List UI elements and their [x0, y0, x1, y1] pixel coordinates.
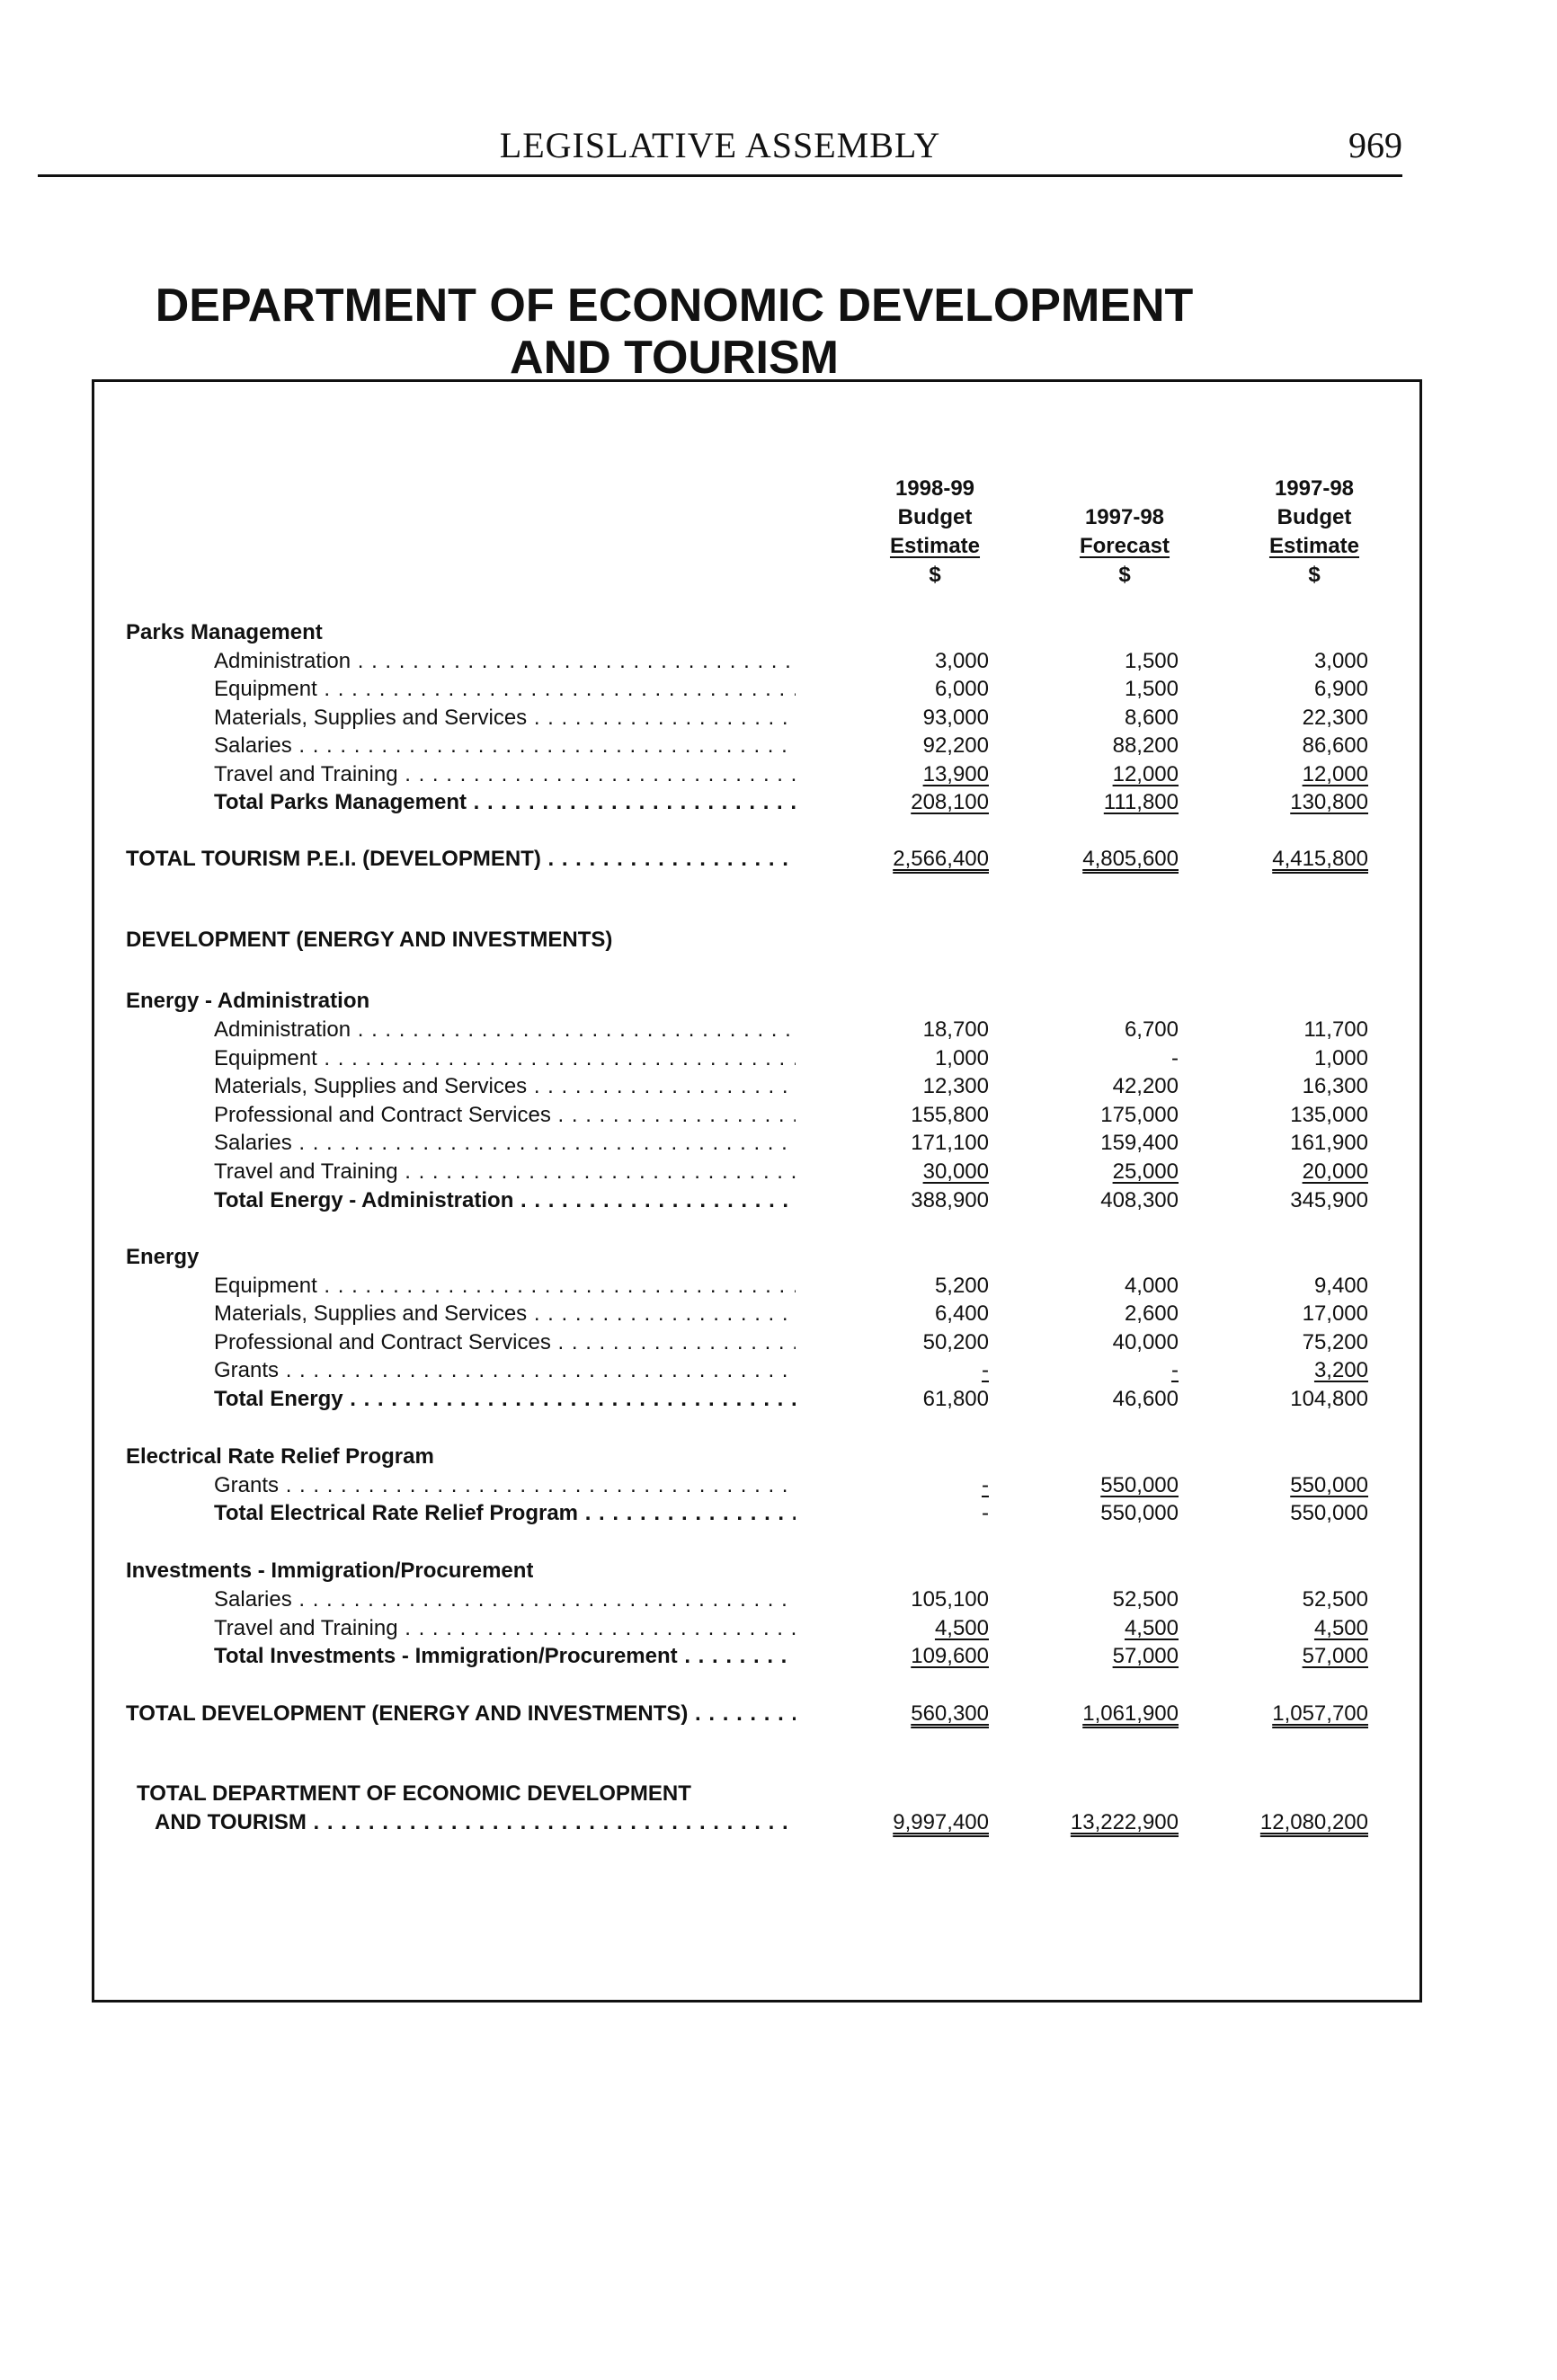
- table-row: [0, 675, 1368, 704]
- cell-col2: 57,000: [1112, 1644, 1179, 1668]
- row-label: Electrical Rate Relief Program: [126, 1444, 434, 1469]
- row-label: AND TOURISM . . .: [155, 1808, 796, 1837]
- cell-col2: 4,000: [1124, 1274, 1179, 1298]
- cell-col2: -: [1171, 1358, 1179, 1382]
- row-label: Materials, Supplies and Services . . .: [214, 1072, 796, 1101]
- row-label: Salaries . . .: [214, 1585, 796, 1614]
- cell-col1: 105,100: [911, 1587, 989, 1612]
- cell-col2: 1,500: [1124, 649, 1179, 673]
- row-label: Travel and Training . . .: [214, 1614, 796, 1643]
- cell-col1: 9,997,400: [893, 1810, 989, 1834]
- cell-col3: 86,600: [1302, 733, 1368, 758]
- table-row: [0, 1585, 1368, 1614]
- cell-col2: 408,300: [1100, 1188, 1179, 1212]
- column-header-row-2: [0, 503, 1352, 532]
- table-row: [0, 987, 1330, 1016]
- table-row: [0, 1356, 1368, 1385]
- cell-col1: 18,700: [922, 1017, 989, 1042]
- col1-type: Budget: [897, 505, 973, 529]
- row-label: Administration . . .: [214, 1016, 796, 1044]
- cell-col3: 57,000: [1302, 1644, 1368, 1668]
- cell-col3: 135,000: [1290, 1103, 1368, 1127]
- table-row: [0, 1328, 1368, 1357]
- cell-col2: 8,600: [1124, 706, 1179, 730]
- row-label: Total Electrical Rate Relief Program . . .: [214, 1499, 796, 1528]
- table-row: [0, 1243, 1330, 1272]
- cell-col3: 130,800: [1290, 790, 1368, 814]
- cell-col2: 111,800: [1103, 790, 1179, 814]
- cell-col1: 12,300: [922, 1074, 989, 1098]
- cell-col2: 6,700: [1124, 1017, 1179, 1042]
- department-title-line1: DEPARTMENT OF ECONOMIC DEVELOPMENT: [155, 280, 1194, 332]
- cell-col1: 61,800: [922, 1387, 989, 1411]
- cell-col3: 6,900: [1313, 677, 1368, 701]
- col2-year: 1997-98: [1084, 505, 1165, 529]
- col2-unit: $: [1118, 563, 1131, 587]
- cell-col2: 550,000: [1100, 1501, 1179, 1525]
- row-label: Travel and Training . . .: [214, 760, 796, 789]
- col1-estimate: Estimate: [889, 534, 981, 558]
- cell-col1: 50,200: [922, 1330, 989, 1354]
- row-label: Salaries . . .: [214, 1129, 796, 1158]
- cell-col3: 12,080,200: [1259, 1810, 1368, 1834]
- cell-col1: 93,000: [922, 706, 989, 730]
- row-label: Parks Management: [126, 620, 323, 644]
- row-label: TOTAL TOURISM P.E.I. (DEVELOPMENT) . . .: [126, 845, 796, 874]
- table-row: [0, 1016, 1368, 1044]
- cell-col1: 388,900: [911, 1188, 989, 1212]
- table-row: [0, 1158, 1368, 1186]
- table-row: [0, 1186, 1368, 1215]
- table-row: [0, 1101, 1368, 1130]
- cell-col2: 12,000: [1112, 762, 1179, 786]
- cell-col3: 11,700: [1303, 1017, 1368, 1042]
- col1-year: 1998-99: [894, 476, 975, 501]
- table-row: [0, 788, 1368, 817]
- cell-col1: -: [982, 1473, 989, 1497]
- cell-col2: 4,805,600: [1082, 847, 1179, 871]
- table-row: [0, 926, 1330, 955]
- col2-forecast: Forecast: [1079, 534, 1170, 558]
- cell-col3: 22,300: [1302, 706, 1368, 730]
- table-row: [0, 760, 1368, 789]
- row-label: Grants . . .: [214, 1356, 796, 1385]
- department-title-line2: AND TOURISM: [510, 332, 839, 384]
- cell-col3: 161,900: [1290, 1131, 1368, 1155]
- cell-col2: 159,400: [1100, 1131, 1179, 1155]
- row-label: Grants . . .: [214, 1471, 796, 1500]
- col3-unit: $: [1308, 563, 1321, 587]
- row-label: Professional and Contract Services . . .: [214, 1328, 796, 1357]
- table-row: [0, 1072, 1368, 1101]
- table-row: [0, 1700, 1368, 1728]
- cell-col2: 42,200: [1112, 1074, 1179, 1098]
- row-label: TOTAL DEPARTMENT OF ECONOMIC DEVELOPMENT: [137, 1781, 691, 1806]
- cell-col3: 104,800: [1290, 1387, 1368, 1411]
- row-label: Equipment . . .: [214, 1272, 796, 1301]
- table-row: [0, 1780, 1330, 1808]
- cell-col2: 88,200: [1112, 733, 1179, 758]
- row-label: Salaries . . .: [214, 732, 796, 760]
- table-row: [0, 1443, 1330, 1471]
- cell-col2: 4,500: [1124, 1616, 1179, 1640]
- cell-col3: 1,057,700: [1272, 1701, 1368, 1726]
- cell-col1: 92,200: [922, 733, 989, 758]
- cell-col2: 25,000: [1112, 1159, 1179, 1184]
- cell-col1: 208,100: [911, 790, 989, 814]
- cell-col3: 550,000: [1290, 1501, 1368, 1525]
- cell-col3: 9,400: [1313, 1274, 1368, 1298]
- cell-col3: 52,500: [1302, 1587, 1368, 1612]
- table-row: [0, 732, 1368, 760]
- cell-col3: 17,000: [1302, 1301, 1368, 1326]
- row-label: TOTAL DEVELOPMENT (ENERGY AND INVESTMENTS) . . .: [126, 1700, 796, 1728]
- table-row: [0, 1129, 1368, 1158]
- table-row: [0, 845, 1368, 874]
- cell-col1: 30,000: [922, 1159, 989, 1184]
- row-label: Investments - Immigration/Procurement: [126, 1559, 534, 1583]
- table-row: [0, 1614, 1368, 1643]
- table-row: [0, 1300, 1368, 1328]
- cell-col3: 3,200: [1313, 1358, 1368, 1382]
- column-header-row-3: [0, 532, 1360, 561]
- col3-type: Budget: [1277, 505, 1352, 529]
- table-row: [0, 1642, 1368, 1671]
- cell-col2: 1,500: [1124, 677, 1179, 701]
- cell-col1: 13,900: [922, 762, 989, 786]
- cell-col2: 2,600: [1124, 1301, 1179, 1326]
- cell-col3: 16,300: [1302, 1074, 1368, 1098]
- cell-col3: 3,000: [1313, 649, 1368, 673]
- row-label: Materials, Supplies and Services . . .: [214, 704, 796, 733]
- cell-col2: 13,222,900: [1070, 1810, 1179, 1834]
- cell-col1: 109,600: [911, 1644, 989, 1668]
- cell-col3: 4,500: [1313, 1616, 1368, 1640]
- row-label: Total Energy . . .: [214, 1385, 796, 1414]
- cell-col2: 1,061,900: [1082, 1701, 1179, 1726]
- cell-col2: 52,500: [1112, 1587, 1179, 1612]
- table-row: [0, 1499, 1368, 1528]
- cell-col1: 3,000: [934, 649, 989, 673]
- col3-estimate: Estimate: [1268, 534, 1360, 558]
- cell-col1: -: [982, 1501, 989, 1525]
- cell-col2: 40,000: [1112, 1330, 1179, 1354]
- cell-col2: 46,600: [1112, 1387, 1179, 1411]
- cell-col1: 6,400: [934, 1301, 989, 1326]
- column-header-row-4: [0, 561, 1330, 590]
- column-header-row-1: [0, 475, 1355, 503]
- cell-col3: 4,415,800: [1272, 847, 1368, 871]
- row-label: Total Investments - Immigration/Procurement . . .: [214, 1642, 796, 1671]
- table-row: [0, 618, 1330, 647]
- cell-col1: 4,500: [934, 1616, 989, 1640]
- row-label: Energy: [126, 1245, 200, 1269]
- cell-col3: 75,200: [1302, 1330, 1368, 1354]
- cell-col3: 12,000: [1302, 762, 1368, 786]
- cell-col3: 20,000: [1302, 1159, 1368, 1184]
- table-row: [0, 1557, 1330, 1585]
- row-label: Travel and Training . . .: [214, 1158, 796, 1186]
- row-label: Total Energy - Administration . . .: [214, 1186, 796, 1215]
- page-number: 969: [1348, 125, 1402, 165]
- row-label: Materials, Supplies and Services . . .: [214, 1300, 796, 1328]
- cell-col1: 171,100: [911, 1131, 989, 1155]
- cell-col1: 155,800: [911, 1103, 989, 1127]
- cell-col1: -: [982, 1358, 989, 1382]
- row-label: Professional and Contract Services . . .: [214, 1101, 796, 1130]
- cell-col1: 1,000: [934, 1046, 989, 1070]
- running-head: [38, 124, 1402, 177]
- cell-col3: 1,000: [1313, 1046, 1368, 1070]
- row-label: Equipment . . .: [214, 1044, 796, 1073]
- cell-col1: 5,200: [934, 1274, 989, 1298]
- table-row: [0, 1044, 1368, 1073]
- row-label: DEVELOPMENT (ENERGY AND INVESTMENTS): [126, 928, 613, 952]
- table-row: [0, 1471, 1368, 1500]
- table-row: [0, 1808, 1368, 1837]
- row-label: Energy - Administration: [126, 989, 370, 1013]
- table-row: [0, 647, 1368, 676]
- row-label: Total Parks Management . . .: [214, 788, 796, 817]
- row-label: Equipment . . .: [214, 675, 796, 704]
- col3-year: 1997-98: [1274, 476, 1355, 501]
- table-row: [0, 704, 1368, 733]
- cell-col1: 2,566,400: [893, 847, 989, 871]
- cell-col2: 175,000: [1100, 1103, 1179, 1127]
- running-head-title: LEGISLATIVE ASSEMBLY: [499, 125, 941, 165]
- cell-col3: 345,900: [1290, 1188, 1368, 1212]
- cell-col3: 550,000: [1290, 1473, 1368, 1497]
- table-row: [0, 1385, 1368, 1414]
- cell-col1: 6,000: [934, 677, 989, 701]
- row-label: Administration . . .: [214, 647, 796, 676]
- cell-col2: -: [1171, 1046, 1179, 1070]
- cell-col1: 560,300: [911, 1701, 989, 1726]
- table-row: [0, 1272, 1368, 1301]
- cell-col2: 550,000: [1100, 1473, 1179, 1497]
- col1-unit: $: [929, 563, 941, 587]
